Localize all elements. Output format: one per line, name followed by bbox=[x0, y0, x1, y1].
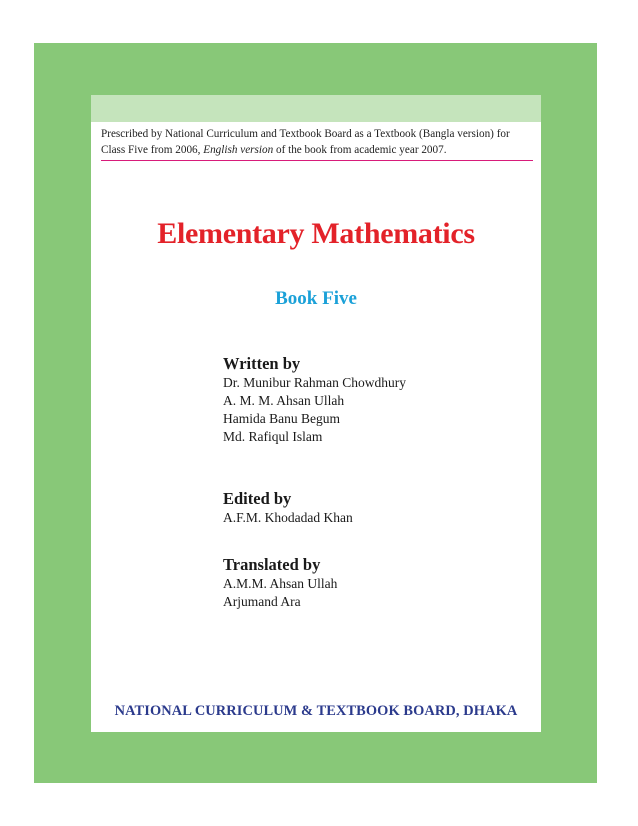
edited-by-heading: Edited by bbox=[223, 489, 292, 508]
author-name: Hamida Banu Begum bbox=[223, 411, 340, 426]
author-name: Dr. Munibur Rahman Chowdhury bbox=[223, 375, 406, 390]
written-by-heading: Written by bbox=[223, 354, 301, 373]
publisher-name: NATIONAL CURRICULUM & TEXTBOOK BOARD, DHAKA bbox=[114, 703, 518, 719]
translated-by-section bbox=[223, 555, 523, 611]
translator-name: Arjumand Ara bbox=[223, 594, 301, 609]
translated-by-heading: Translated by bbox=[223, 555, 321, 574]
divider-rule bbox=[101, 160, 533, 161]
title-page bbox=[91, 95, 541, 732]
book-subtitle: Book Five bbox=[275, 288, 357, 309]
prescription-note bbox=[101, 126, 541, 158]
prescription-line-2-end: of the book from academic year 2007. bbox=[273, 144, 447, 156]
author-name: A. M. M. Ahsan Ullah bbox=[223, 393, 345, 408]
author-name: Md. Rafiqul Islam bbox=[223, 429, 323, 444]
editor-name: A.F.M. Khodadad Khan bbox=[223, 510, 353, 525]
written-by-section bbox=[223, 354, 523, 446]
prescription-line-2-italic: English version bbox=[203, 144, 274, 156]
book-title: Elementary Mathematics bbox=[157, 217, 475, 250]
top-band bbox=[91, 95, 541, 122]
prescription-line-2 bbox=[101, 142, 541, 158]
prescription-line-2-start: Class Five from 2006, bbox=[101, 144, 204, 156]
prescription-line-1: Prescribed by National Curriculum and Textbook Board as a Textbook (Bangla version) for bbox=[101, 128, 510, 140]
edited-by-section bbox=[223, 489, 523, 527]
translator-name: A.M.M. Ahsan Ullah bbox=[223, 576, 338, 591]
